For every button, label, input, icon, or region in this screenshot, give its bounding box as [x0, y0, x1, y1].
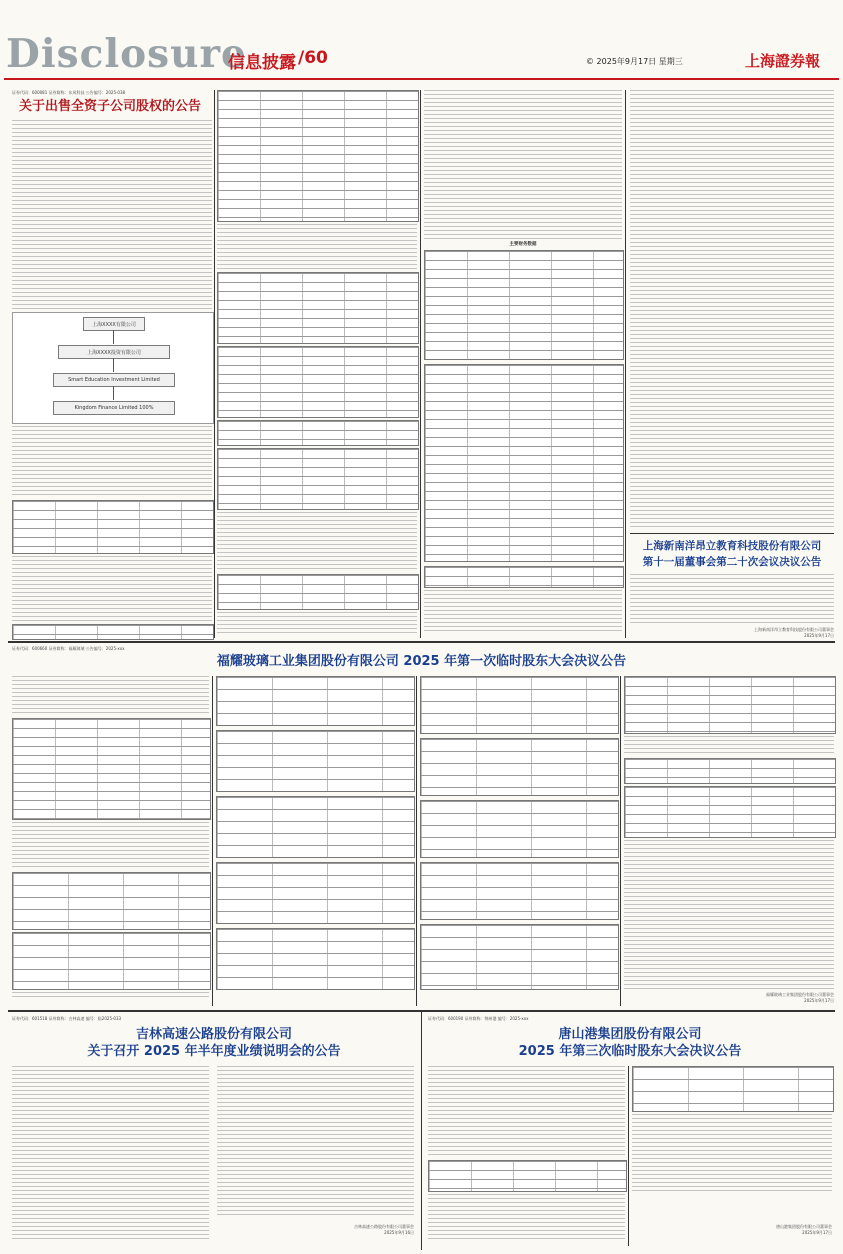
section-title-cn: 信息披露 — [228, 53, 296, 73]
attendance-table — [428, 1160, 627, 1192]
newspaper-logo: 上海證券報 — [745, 52, 821, 70]
notice-title-line1: 上海新南洋昂立教育科技股份有限公司 — [642, 540, 822, 552]
notice-title: 关于出售全资子公司股权的公告 — [18, 99, 201, 114]
target-company-table — [217, 346, 419, 418]
org-box-top: 上海XXXX有限公司 — [83, 317, 145, 331]
issue-date: © 2025年9月17日 星期三 — [586, 57, 683, 66]
voting-result-table — [12, 932, 211, 990]
notice-body-text — [428, 1194, 625, 1242]
notice-body-text — [624, 736, 834, 756]
notice-code-line: 证券代码：601518 证券简称：吉林高速 编号：临2025-033 — [12, 1016, 122, 1021]
column-divider — [421, 1012, 422, 1250]
notice-body-text — [217, 612, 417, 636]
notice-title-line2: 关于召开 2025 年半年度业绩说明会的公告 — [87, 1044, 341, 1059]
notice-body-text — [428, 1066, 625, 1156]
financial-data-table — [217, 448, 419, 510]
org-connector — [113, 330, 114, 344]
proposal-table — [624, 786, 836, 838]
notice-body-text — [12, 120, 212, 310]
notice-body-text — [12, 1066, 209, 1242]
notice-title: 福耀玻璃工业集团股份有限公司 2025 年第一次临时股东大会决议公告 — [216, 654, 627, 669]
notice-body-text — [217, 1066, 414, 1216]
notice-body-text — [12, 992, 209, 1000]
notice-body-text — [12, 822, 209, 868]
voting-result-table — [420, 924, 619, 990]
notice-title-line2: 第十一届董事会第二十次会议决议公告 — [642, 556, 822, 568]
org-box-second: 上海XXXX投资有限公司 — [58, 345, 170, 359]
transaction-table — [217, 574, 419, 610]
notice-body-text — [424, 90, 622, 240]
notice-body-text — [12, 556, 212, 622]
notice-signature: 福耀玻璃工业集团股份有限公司董事会 2025年9月17日 — [766, 992, 834, 1003]
section-rule — [8, 641, 835, 643]
column-divider — [416, 676, 417, 1006]
notice-title-line2: 2025 年第三次临时股东大会决议公告 — [518, 1044, 742, 1059]
voting-result-table — [632, 1066, 834, 1112]
column-divider — [625, 90, 626, 638]
share-info-table — [12, 500, 214, 554]
org-box-bottom: Kingdom Finance Limited 100% — [53, 401, 175, 415]
notice-body-text — [624, 840, 834, 990]
notice-signature: 上海新南洋昂立教育科技股份有限公司董事会 2025年9月17日 — [754, 627, 834, 638]
notice-code-line: 证券代码：600190 证券简称：锦州港 编号：2025-xxx — [428, 1016, 529, 1021]
masthead-rule — [4, 78, 839, 80]
column-divider — [620, 676, 621, 1006]
column-divider — [212, 676, 213, 1006]
notice-title-line1: 吉林高速公路股份有限公司 — [135, 1027, 292, 1042]
org-box-third: Smart Education Investment Limited — [53, 373, 175, 387]
voting-result-table — [420, 676, 619, 734]
masthead — [0, 0, 843, 80]
column-divider — [628, 1066, 629, 1246]
org-connector — [113, 386, 114, 400]
proposal-table — [624, 676, 836, 734]
voting-result-table — [216, 862, 415, 924]
notice-code-line: 证券代码：600660 证券简称：福耀玻璃 公告编号：2025-xxx — [12, 646, 125, 651]
notice-body-text — [630, 574, 834, 626]
notice-title-line1: 唐山港集团股份有限公司 — [558, 1027, 702, 1042]
summary-table — [424, 566, 624, 588]
notice-body-text — [12, 676, 209, 716]
notice-code-line: 证券代码：600081 证券简称：东风科技 公告编号：2025-038 — [12, 90, 126, 95]
voting-result-table — [420, 738, 619, 796]
voting-result-table — [216, 928, 415, 990]
notice-body-text — [632, 1114, 832, 1194]
org-connector — [113, 358, 114, 372]
notice-body-text — [217, 512, 417, 570]
notice-body-text — [630, 90, 834, 530]
column-divider — [420, 90, 421, 638]
counterparty-table — [217, 272, 419, 344]
voting-result-table — [420, 800, 619, 858]
voting-result-table — [216, 730, 415, 792]
proposal-table — [624, 758, 836, 784]
financial-data-table — [424, 250, 624, 360]
voting-result-table — [420, 862, 619, 920]
notice-body-text — [424, 590, 622, 634]
ownership-chart — [12, 312, 214, 424]
counterparty-table — [217, 90, 419, 222]
notice-body-text — [217, 224, 417, 270]
section-title-en: Disclosure — [6, 31, 247, 77]
voting-result-table — [216, 676, 415, 726]
voting-result-table — [216, 796, 415, 858]
notice-signature: 唐山港集团股份有限公司董事会 2025年9月17日 — [776, 1224, 832, 1235]
section-rule — [630, 533, 834, 534]
share-info-table — [12, 624, 214, 640]
shareholder-table — [217, 420, 419, 446]
notice-body-text — [12, 426, 212, 496]
income-statement-table — [424, 364, 624, 562]
voting-result-table — [12, 872, 211, 930]
column-divider — [214, 90, 215, 638]
page-number: /60 — [298, 48, 328, 68]
notice-signature: 吉林高速公路股份有限公司董事会 2025年9月16日 — [354, 1224, 414, 1235]
financial-table-title: 主要财务数据 — [509, 242, 537, 247]
attendance-table — [12, 718, 211, 820]
